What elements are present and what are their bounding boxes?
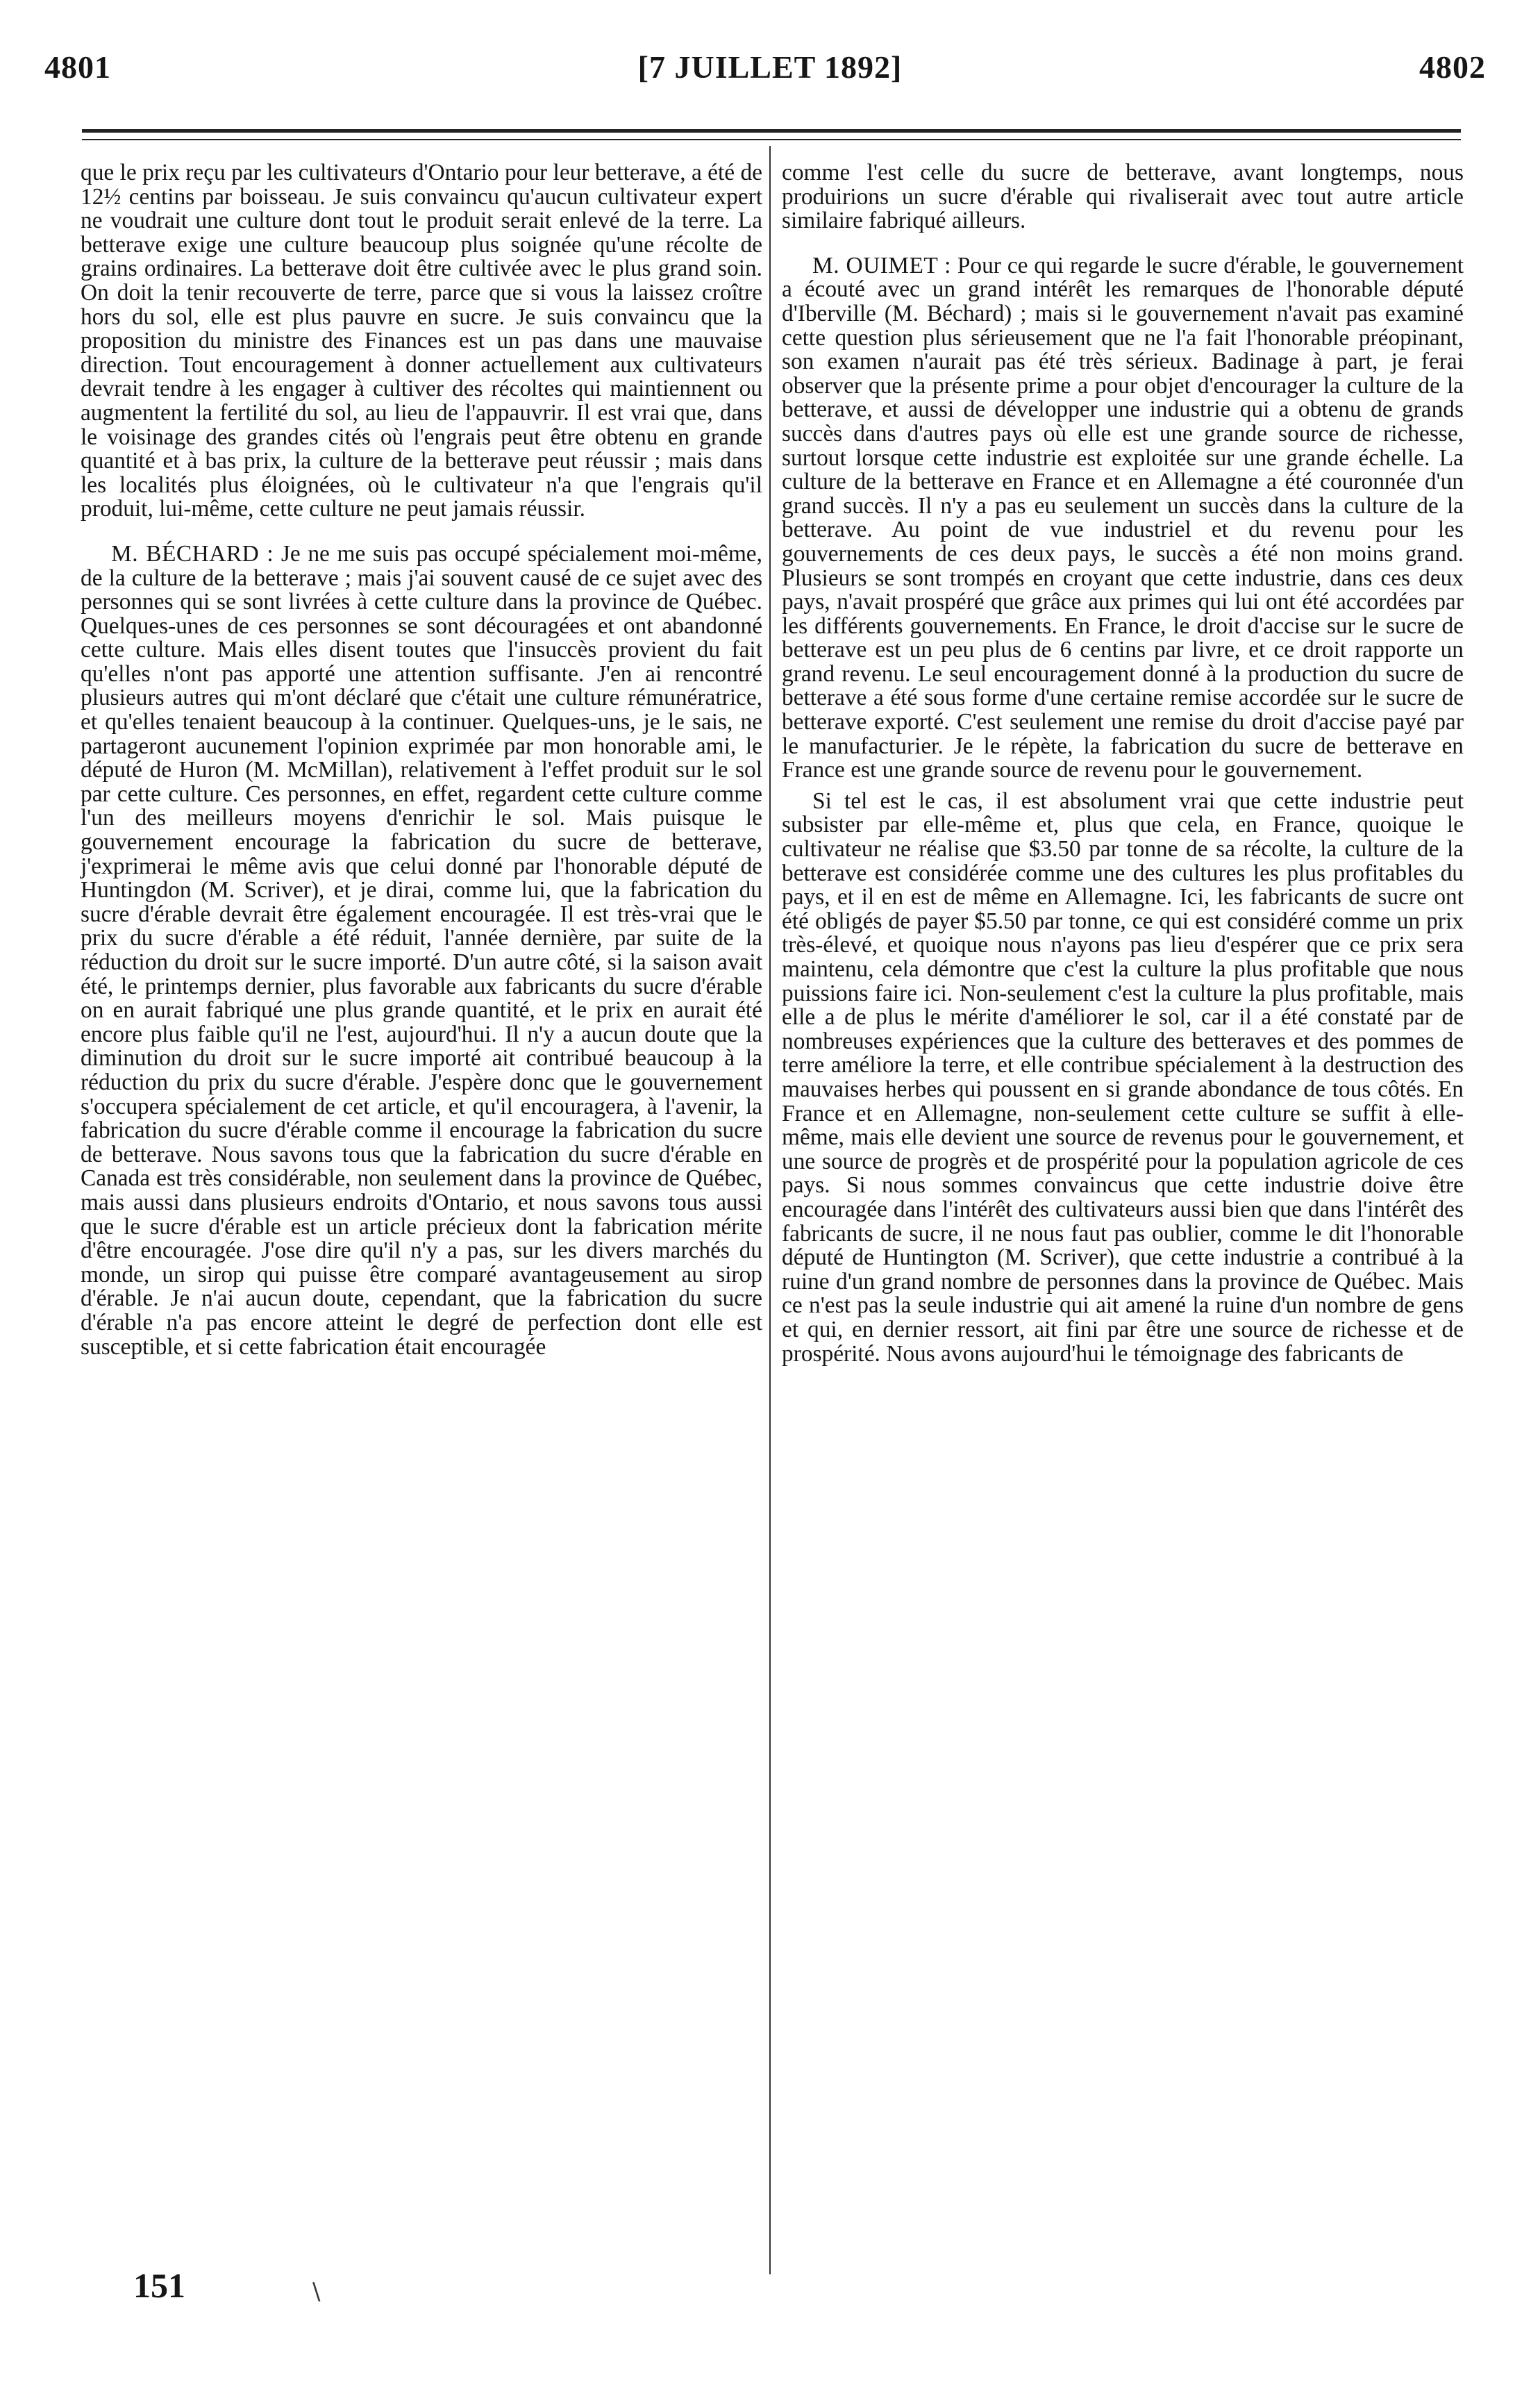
speaker-name: M. BÉCHARD : <box>111 540 274 567</box>
left-column <box>81 161 762 1359</box>
footer-page-number: 151 <box>133 2266 185 2305</box>
header-rule-thick <box>82 129 1461 133</box>
paragraph <box>782 161 1464 233</box>
paragraph-text: Si tel est le cas, il est absolument vrai que cette industrie peut subsister par elle-même et, plus que cela, en France, quoique le cultivateur ne réalise que $3.50 par tonne de sa récolte, la culture de la betterave est considérée comme une des cultures les plus profitables du pays, et il en est de même en Allemagne. Ici, les fabricants de sucre ont été obligés de payer $5.50 par tonne, ce qui est considéré comme un prix très-élevé, et quoique nous n'ayons pas lieu d'espérer que ce prix sera maintenu, cela démontre que c'est la culture la plus profitable que nous puissions faire ici. Non-seulement c'est la culture la plus profitable, mais elle a de plus le mérite d'améliorer le sol, car il a été constaté par de nombreuses expériences que la culture des betteraves et des pommes de terre améliore la terre, et elle contribue spécialement à la destruction des mauvaises herbes qui poussent en si grande abondance de tous côtés. En France et en Allemagne, non-seulement cette culture se suffit à elle-même, mais elle devient une source de revenus pour le gouvernement, et une source de progrès et de prospérité pour la population agricole de ces pays. Si nous sommes convaincus que cette industrie doive être encouragée dans l'intérêt des cultivateurs aussi bien que dans l'intérêt des fabricants de sucre, il ne nous faut pas oublier, comme le dit l'honorable député de Huntington (M. Scriver), que cette industrie a contribué à la ruine d'un grand nombre de personnes dans la province de Québec. Mais ce n'est pas la seule industrie qui ait amené la ruine d'un nombre de gens et qui, en dernier ressort, ait fini par être une source de richesse et de prospérité. Nous avons aujourd'hui le témoignage des fabricants de <box>782 788 1464 1367</box>
paragraph-text: Pour ce qui regarde le sucre d'érable, le gouvernement a écouté avec un grand intérêt les remarques de l'honorable député d'Iberville (M. Béchard) ; mais si le gouvernement n'avait pas examiné cette question plus sérieusement que ne l'a fait l'honorable préopinant, son examen n'aurait pas été très sérieux. Badinage à part, je ferai observer que la présente prime a pour objet d'encourager la culture de la betterave, et aussi de développer une industrie qui a obtenu de grands succès dans d'autres pays où elle est une grande source de richesse, surtout lorsque cette industrie est exploitée sur une grande échelle. La culture de la betterave en France et en Allemagne a été couronnée d'un grand succès. Il n'y a pas eu seulement un succès dans la culture de la betterave. Au point de vue industriel et du revenu pour les gouvernements de ces deux pays, le succès a été non moins grand. Plusieurs se sont trompés en croyant que cette industrie, dans ces deux pays, n'avait prospéré que grâce aux primes qui lui ont été accordées par les différents gouvernements. En France, le droit d'accise sur le sucre de betterave est un peu plus de 6 centins par livre, et ce droit rapporte un grand revenu. Le seul encouragement donné à la production du sucre de betterave a été sous forme d'une certaine remise accordée sur le sucre de betterave exporté. C'est seulement une remise du droit d'accise payé par le manufacturier. Je le répète, la fabrication du sucre de betterave en France est une grande source de revenu pour le gouvernement. <box>782 252 1464 783</box>
header-rule-thin <box>82 139 1461 140</box>
paragraph <box>782 790 1464 1366</box>
paragraph <box>81 161 762 522</box>
header-left-page-number: 4801 <box>44 49 111 85</box>
header-right-page-number: 4802 <box>1419 49 1486 85</box>
footer-mark: \ <box>312 2278 321 2306</box>
speaker-name: M. OUIMET : <box>812 252 951 278</box>
column-divider <box>769 146 771 2274</box>
header-date: [7 JUILLET 1892] <box>637 49 903 85</box>
paragraph <box>81 542 762 1359</box>
paragraph-text: Je ne me suis pas occupé spécialement moi-même, de la culture de la betterave ; mais j'ai souvent causé de ce sujet avec des personnes qui se sont livrées à cette culture dans la province de Québec. Quelques-unes de ces personnes se sont découragées et ont abandonné cette culture. Mais elles disent toutes que l'insuccès provient du fait qu'elles n'ont pas apporté une attention suffisante. J'en ai rencontré plusieurs autres qui m'ont déclaré que c'était une culture rémunératrice, et qu'elles tenaient beaucoup à la continuer. Quelques-uns, je le sais, ne partageront aucunement l'opinion exprimée par mon honorable ami, le député de Huron (M. McMillan), relativement à l'effet produit sur le sol par cette culture. Ces personnes, en effet, regardent cette culture comme l'un des meilleurs moyens d'enrichir le sol. Mais puisque le gouvernement encourage la fabrication du sucre de betterave, j'exprimerai le même avis que celui donné par l'honorable député de Huntingdon (M. Scriver), et je dirai, comme lui, que la fabrication du sucre d'érable devrait être également encouragée. Il est très-vrai que le prix du sucre d'érable a été réduit, l'année dernière, par suite de la réduction du droit sur le sucre importé. D'un autre côté, si la saison avait été, le printemps dernier, plus favorable aux fabricants du sucre d'érable on en aurait fabriqué une plus grande quantité, et le prix en aurait été encore plus faible qu'il ne l'est, aujourd'hui. Il n'y a aucun doute que la diminution du droit sur le sucre importé ait contribué beaucoup à la réduction du prix du sucre d'érable. J'espère donc que le gouvernement s'occupera spécialement de cet article, et qu'il encouragera, à l'avenir, la fabrication du sucre d'érable comme il encourage la fabrication du sucre de betterave. Nous savons tous que la fabrication du sucre d'érable en Canada est très considérable, non seulement dans la province de Québec, mais aussi dans plusieurs endroits d'Ontario, et nous savons tous aussi que le sucre d'érable est un article précieux dont la fabrication mérite d'être encouragée. J'ose dire qu'il n'y a pas, sur les divers marchés du monde, un sirop qui puisse être comparé avantageusement au sirop d'érable. Je n'ai aucun doute, cependant, que la fabrication du sucre d'érable n'a pas encore atteint le degré de perfection dont elle est susceptible, et si cette fabrication était encouragée <box>81 540 762 1360</box>
paragraph <box>782 254 1464 783</box>
paragraph-text: comme l'est celle du sucre de betterave, avant longtemps, nous produirions un sucre d'érable qui rivaliserait avec tout autre article similaire fabriqué ailleurs. <box>782 160 1464 234</box>
right-column <box>782 161 1464 1366</box>
paragraph-text: que le prix reçu par les cultivateurs d'Ontario pour leur betterave, a été de 12½ centins par boisseau. Je suis convaincu qu'aucun cultivateur expert ne voudrait une culture dont tout le produit serait enlevé de la terre. La betterave exige une culture beaucoup plus soignée qu'une récolte de grains ordinaires. La betterave doit être cultivée avec le plus grand soin. On doit la tenir recouverte de terre, parce que si vous la laissez croître hors du sol, elle est plus pauvre en sucre. Je suis convaincu que la proposition du ministre des Finances est un pas dans une mauvaise direction. Tout encouragement à donner actuellement aux cultivateurs devrait tendre à les engager à cultiver des récoltes qui maintiennent ou augmentent la fertilité du sol, au lieu de l'appauvrir. Il est vrai que, dans le voisinage des grandes cités où l'engrais peut être obtenu en grande quantité et à bas prix, la culture de la betterave peut réussir ; mais dans les localités plus éloignées, où le cultivateur n'a que l'engrais qu'il produit, lui-même, cette culture ne peut jamais réussir. <box>81 160 762 522</box>
